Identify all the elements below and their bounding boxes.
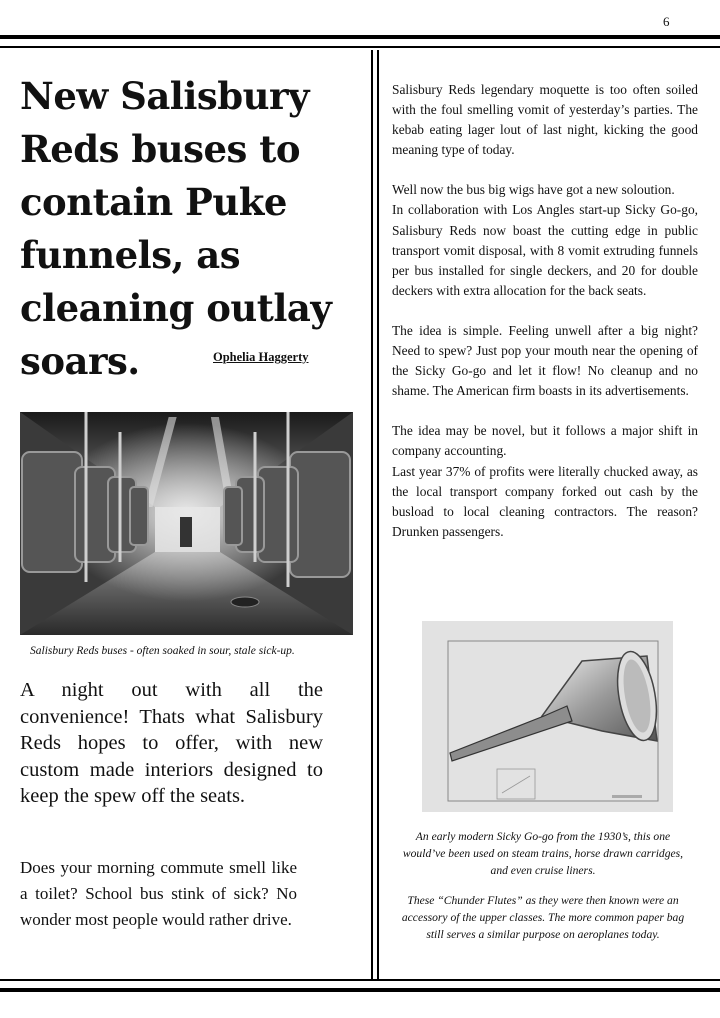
top-rule-thick: [0, 35, 720, 39]
column-divider: [371, 50, 373, 979]
body-paragraph: The idea may be novel, but it follows a major shift in company accounting.: [392, 423, 698, 459]
funnel-illustration: [422, 621, 673, 812]
column-divider-inner: [377, 50, 379, 979]
body-paragraph: Well now the bus big wigs have got a new soloution.: [392, 182, 675, 198]
body-paragraph: In collaboration with Los Angles start-up Sicky Go-go, Salisbury Reds now boast the cutting edge in public transport vomit disposal, with 8 vomit extruding funnels per bus installed for single deckers, and 20 for double deckers with extra allocation for the back seats.: [392, 202, 698, 298]
bottom-rule-thin: [0, 979, 720, 981]
body-paragraph: The idea is simple. Feeling unwell after a big night? Need to spew? Just pop your mouth near the opening of the Sicky Go-go and let it flow! No cleanup and no shame. The American firm boasts in its advertisements.: [392, 322, 698, 399]
byline: Ophelia Haggerty: [213, 350, 309, 364]
bottom-rule-thick: [0, 988, 720, 992]
figure-caption-line: These “Chunder Flutes” as they were then known were an accessory of the upper classes. The more common paper bag still serves a similar purpose on aeroplanes today.: [401, 894, 685, 941]
headline: New Salisbury Reds buses to contain Puke funnels, as cleaning outlay soars.: [20, 74, 332, 383]
body-paragraph: Last year 37% of profits were literally chucked away, as the local transport company forked out cash by the busload to local cleaning contractors. The reason? Drunken passengers.: [392, 463, 698, 539]
body-paragraph: Salisbury Reds legendary moquette is too often soiled with the foul smelling vomit of yesterday’s parties. The kebab eating lager lout of last night, kicking the good meaning type of today.: [392, 82, 698, 158]
intro-paragraph: Does your morning commute smell like a toilet? School bus stink of sick? No wonder most people would rather drive.: [20, 858, 297, 929]
page-number: 6: [663, 14, 670, 29]
bus-interior-illustration: [20, 412, 353, 635]
lead-paragraph: A night out with all the convenience! Thats what Salisbury Reds hopes to offer, with new custom made interiors designed to keep the spew off the seats.: [20, 679, 323, 807]
photo-caption: Salisbury Reds buses - often soaked in sour, stale sick-up.: [30, 645, 295, 657]
bus-interior-photo: [20, 412, 353, 635]
figure-caption: [400, 828, 686, 943]
top-rule-thin: [0, 46, 720, 48]
funnel-drawing: [422, 621, 673, 812]
figure-caption-line: An early modern Sicky Go-go from the 1930’s, this one would’ve been used on steam trains, horse drawn carridges, and even cruise liners.: [402, 830, 684, 877]
article-body: [392, 80, 698, 542]
